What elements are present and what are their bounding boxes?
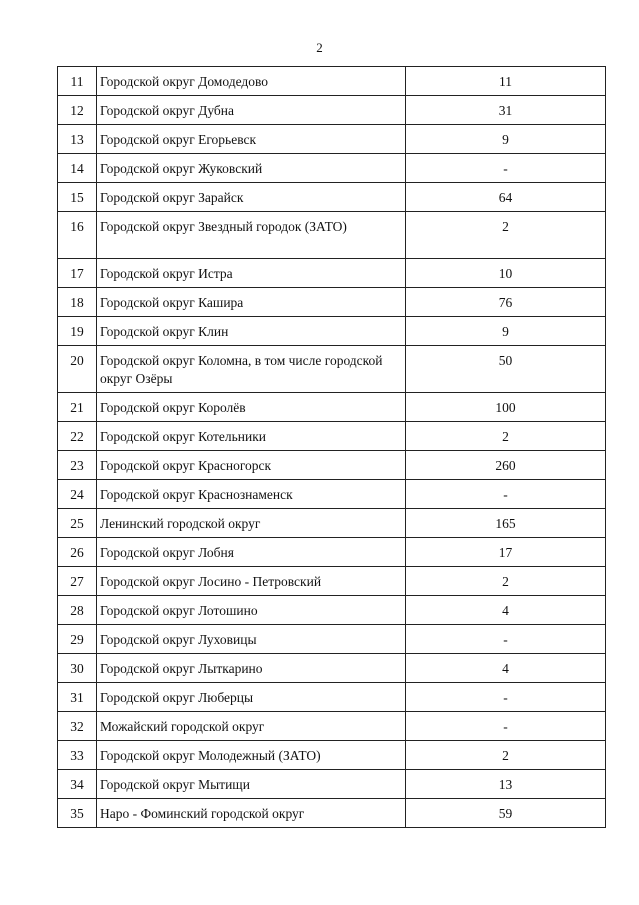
district-name: Городской округ Лобня <box>97 538 406 567</box>
district-value: - <box>406 683 606 712</box>
table-row <box>58 509 606 538</box>
district-value: 4 <box>406 596 606 625</box>
table-row <box>58 596 606 625</box>
table-row <box>58 288 606 317</box>
row-number: 29 <box>58 625 97 654</box>
row-number: 21 <box>58 393 97 422</box>
row-number: 28 <box>58 596 97 625</box>
district-value: 10 <box>406 259 606 288</box>
district-name: Городской округ Котельники <box>97 422 406 451</box>
row-number: 13 <box>58 125 97 154</box>
row-number: 32 <box>58 712 97 741</box>
district-name: Городской округ Лыткарино <box>97 654 406 683</box>
row-number: 17 <box>58 259 97 288</box>
district-value: 260 <box>406 451 606 480</box>
row-number: 33 <box>58 741 97 770</box>
district-name: Городской округ Жуковский <box>97 154 406 183</box>
table-row <box>58 96 606 125</box>
district-name: Городской округ Звездный городок (ЗАТО) <box>97 212 406 259</box>
district-name: Городской округ Люберцы <box>97 683 406 712</box>
district-value: 4 <box>406 654 606 683</box>
row-number: 20 <box>58 346 97 393</box>
district-value: - <box>406 625 606 654</box>
district-name: Наро - Фоминский городской округ <box>97 799 406 828</box>
table-row <box>58 346 606 393</box>
district-value: 11 <box>406 67 606 96</box>
row-number: 27 <box>58 567 97 596</box>
district-name: Городской округ Луховицы <box>97 625 406 654</box>
district-name: Можайский городской округ <box>97 712 406 741</box>
table-row <box>58 654 606 683</box>
table-row <box>58 67 606 96</box>
district-value: 50 <box>406 346 606 393</box>
district-name: Городской округ Краснознаменск <box>97 480 406 509</box>
district-value: 9 <box>406 125 606 154</box>
table-row <box>58 451 606 480</box>
row-number: 30 <box>58 654 97 683</box>
district-value: 100 <box>406 393 606 422</box>
district-name: Городской округ Дубна <box>97 96 406 125</box>
row-number: 26 <box>58 538 97 567</box>
table-row <box>58 212 606 259</box>
district-name: Городской округ Королёв <box>97 393 406 422</box>
district-value: 2 <box>406 567 606 596</box>
row-number: 31 <box>58 683 97 712</box>
district-value: 13 <box>406 770 606 799</box>
district-value: 2 <box>406 422 606 451</box>
table-row <box>58 259 606 288</box>
table-row <box>58 480 606 509</box>
table-row <box>58 125 606 154</box>
district-name: Ленинский городской округ <box>97 509 406 538</box>
row-number: 23 <box>58 451 97 480</box>
row-number: 35 <box>58 799 97 828</box>
row-number: 18 <box>58 288 97 317</box>
district-value: 9 <box>406 317 606 346</box>
row-number: 24 <box>58 480 97 509</box>
row-number: 15 <box>58 183 97 212</box>
row-number: 12 <box>58 96 97 125</box>
table-row <box>58 183 606 212</box>
district-name: Городской округ Зарайск <box>97 183 406 212</box>
row-number: 22 <box>58 422 97 451</box>
district-value: 2 <box>406 212 606 259</box>
district-value: - <box>406 480 606 509</box>
district-value: 165 <box>406 509 606 538</box>
district-name: Городской округ Лосино - Петровский <box>97 567 406 596</box>
table-row <box>58 393 606 422</box>
page-number: 2 <box>316 40 323 55</box>
table-row <box>58 538 606 567</box>
district-name: Городской округ Егорьевск <box>97 125 406 154</box>
row-number: 14 <box>58 154 97 183</box>
row-number: 11 <box>58 67 97 96</box>
district-value: 17 <box>406 538 606 567</box>
table-row <box>58 317 606 346</box>
table-row <box>58 799 606 828</box>
district-name: Городской округ Истра <box>97 259 406 288</box>
table-row <box>58 741 606 770</box>
table-row <box>58 422 606 451</box>
row-number: 34 <box>58 770 97 799</box>
district-value: 59 <box>406 799 606 828</box>
district-name: Городской округ Молодежный (ЗАТО) <box>97 741 406 770</box>
table-row <box>58 712 606 741</box>
district-value: 64 <box>406 183 606 212</box>
table-row <box>58 770 606 799</box>
district-name: Городской округ Коломна, в том числе городской округ Озёры <box>97 346 406 393</box>
district-value: - <box>406 154 606 183</box>
district-name: Городской округ Лотошино <box>97 596 406 625</box>
district-value: 76 <box>406 288 606 317</box>
table-row <box>58 567 606 596</box>
row-number: 16 <box>58 212 97 259</box>
row-number: 25 <box>58 509 97 538</box>
row-number: 19 <box>58 317 97 346</box>
district-name: Городской округ Мытищи <box>97 770 406 799</box>
district-name: Городской округ Клин <box>97 317 406 346</box>
district-name: Городской округ Кашира <box>97 288 406 317</box>
table-row <box>58 683 606 712</box>
districts-table <box>57 66 606 828</box>
district-name: Городской округ Красногорск <box>97 451 406 480</box>
district-name: Городской округ Домодедово <box>97 67 406 96</box>
table-row <box>58 625 606 654</box>
district-value: - <box>406 712 606 741</box>
district-value: 31 <box>406 96 606 125</box>
district-value: 2 <box>406 741 606 770</box>
table-row <box>58 154 606 183</box>
